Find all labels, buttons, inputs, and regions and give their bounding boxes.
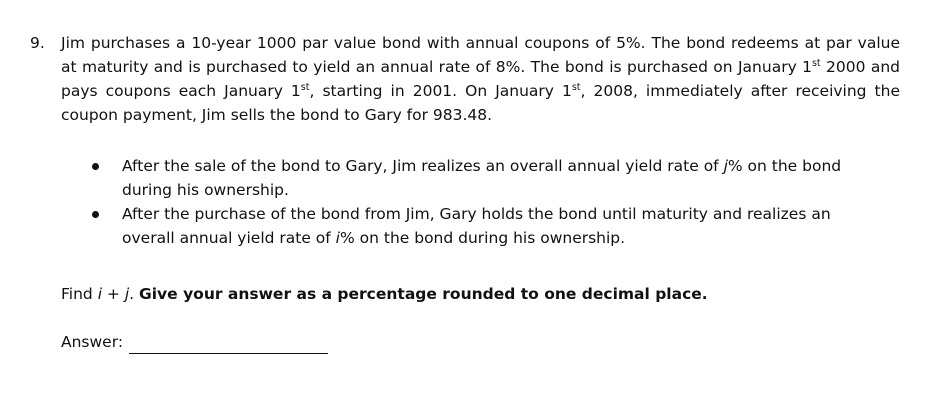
condition-text-after: % on the bond during his ownership. [122,157,842,199]
find-instruction [61,282,708,306]
condition-text-before: After the purchase of the bond from Jim, Gary holds the bond until maturity and realizes an overall annual yield rate of [122,205,831,247]
question-text-part1: Jim purchases a 10-year 1000 par value bond with annual coupons of 5%. The bond redeems at par value at maturity and is purchased to yield an annual rate of 8%. The bond is purchased on January 1 [61,34,900,76]
bullet-icon [92,163,99,170]
question-text-part4: , 2008, immediately after receiving the coupon payment, Jim sells the bond to Gary for 983.48. [61,82,900,124]
find-variable-j: j [124,285,130,303]
variable-j: j [723,157,728,175]
find-plus: + [102,285,125,303]
condition-list [92,154,870,250]
find-prefix: Find [61,285,98,303]
answer-row [61,330,328,354]
answer-blank-line[interactable] [129,334,328,354]
question-9 [30,31,900,127]
condition-text-after: % on the bond during his ownership. [339,229,626,247]
question-text-part2: 2000 and pays coupons each January 1 [61,58,900,100]
ordinal-suffix-1: st [811,58,821,69]
ordinal-suffix-2: st [300,82,310,93]
ordinal-suffix-3: st [571,82,581,93]
variable-i: i [335,229,340,247]
question-number: 9. [30,34,45,52]
find-dot: . [129,285,140,303]
find-variable-i: i [97,285,102,303]
question-text [61,31,900,127]
condition-item-gary [92,202,870,250]
answer-label: Answer: [61,333,124,351]
rounding-instruction: Give your answer as a percentage rounded to one decimal place. [139,285,708,303]
condition-text-before: After the sale of the bond to Gary, Jim realizes an overall annual yield rate of [122,157,724,175]
question-text-part3: , starting in 2001. On January 1 [309,82,572,100]
condition-item-jim [92,154,870,202]
bullet-icon [92,211,99,218]
